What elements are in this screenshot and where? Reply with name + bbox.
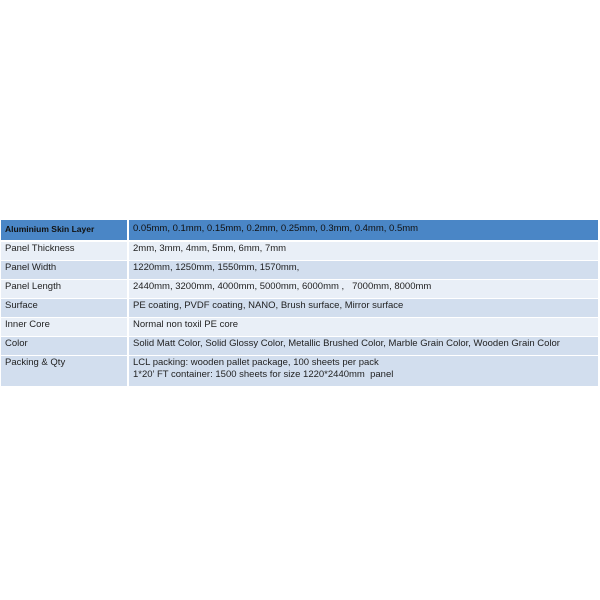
row-value-panel-width: 1220mm, 1250mm, 1550mm, 1570mm, [129,261,598,280]
row-value-color: Solid Matt Color, Solid Glossy Color, Metallic Brushed Color, Marble Grain Color, Wooden Grain Color [129,337,598,356]
table-row [1,299,598,318]
table-row [1,356,598,387]
packing-line-lcl: LCL packing: wooden pallet package, 100 sheets per pack [133,357,379,368]
row-value-panel-thickness: 2mm, 3mm, 4mm, 5mm, 6mm, 7mm [129,242,598,261]
row-value-packing-qty [129,356,598,387]
header-label-aluminium-skin-layer: Aluminium Skin Layer [1,220,129,242]
row-label-panel-width: Panel Width [1,261,129,280]
row-value-panel-length: 2440mm, 3200mm, 4000mm, 5000mm, 6000mm , 7000mm, 8000mm [129,280,598,299]
packing-line-container: 1*20’ FT container: 1500 sheets for size 1220*2440mm panel [133,369,394,380]
table-row [1,280,598,299]
specification-table [1,220,598,387]
table-row [1,318,598,337]
row-value-surface: PE coating, PVDF coating, NANO, Brush surface, Mirror surface [129,299,598,318]
row-label-packing-qty: Packing & Qty [1,356,129,387]
row-label-color: Color [1,337,129,356]
table-row [1,242,598,261]
table-row [1,337,598,356]
row-value-inner-core: Normal non toxil PE core [129,318,598,337]
row-label-panel-thickness: Panel Thickness [1,242,129,261]
table-row [1,261,598,280]
row-label-panel-length: Panel Length [1,280,129,299]
header-value-aluminium-skin-layer: 0.05mm, 0.1mm, 0.15mm, 0.2mm, 0.25mm, 0.3mm, 0.4mm, 0.5mm [129,220,598,242]
row-label-inner-core: Inner Core [1,318,129,337]
row-label-surface: Surface [1,299,129,318]
table-header-row [1,220,598,242]
